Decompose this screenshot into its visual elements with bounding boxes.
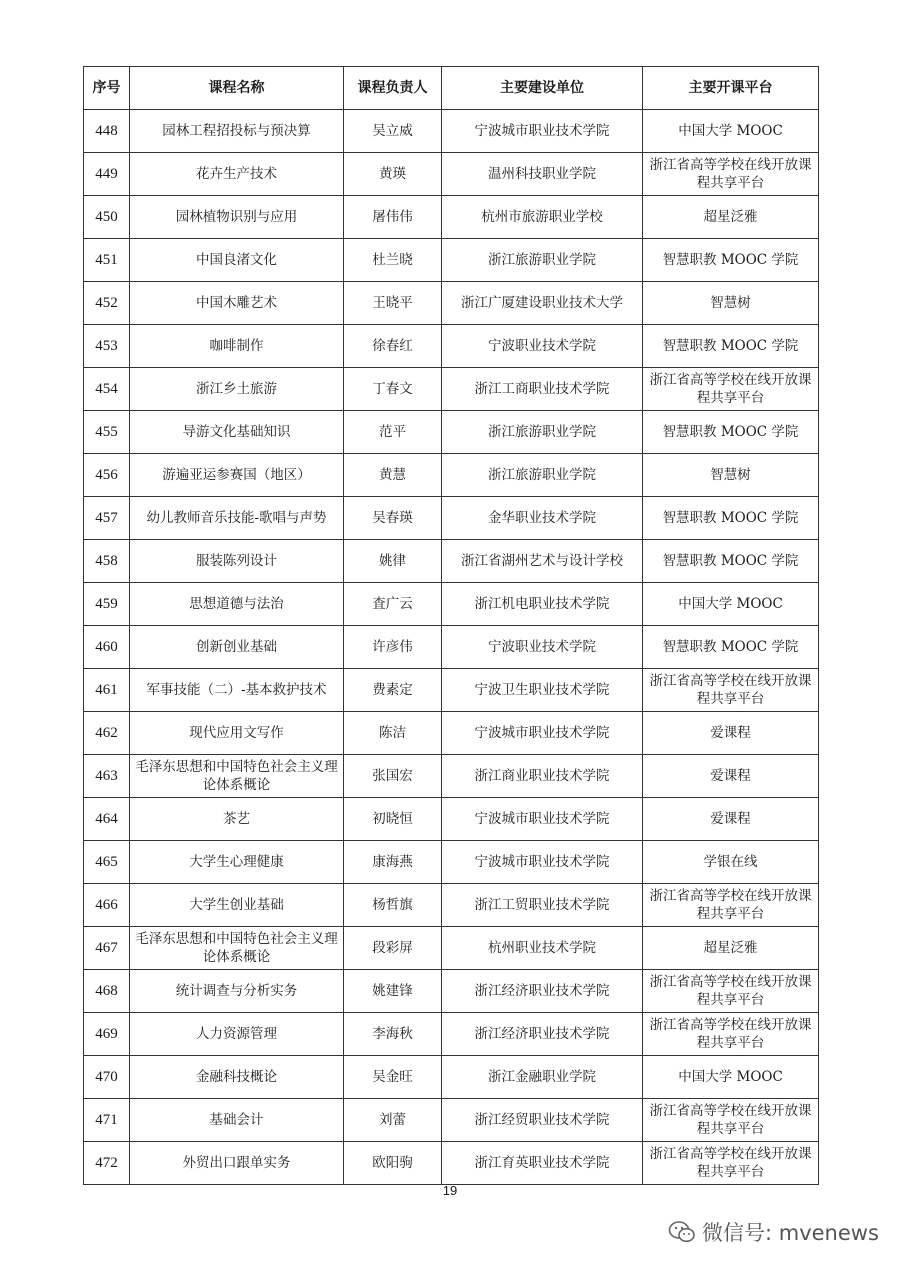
cell-institution: 浙江省湖州艺术与设计学校: [442, 540, 643, 583]
cell-index: 457: [84, 497, 130, 540]
cell-index: 468: [84, 970, 130, 1013]
cell-index: 459: [84, 583, 130, 626]
cell-index: 471: [84, 1099, 130, 1142]
cell-institution: 宁波城市职业技术学院: [442, 841, 643, 884]
cell-course-name: 导游文化基础知识: [130, 411, 344, 454]
cell-course-lead: 范平: [344, 411, 442, 454]
cell-course-name: 基础会计: [130, 1099, 344, 1142]
cell-institution: 宁波城市职业技术学院: [442, 798, 643, 841]
cell-platform: 爱课程: [643, 712, 819, 755]
table-row: [84, 970, 819, 1013]
cell-course-name: 创新创业基础: [130, 626, 344, 669]
cell-index: 461: [84, 669, 130, 712]
cell-platform: 爱课程: [643, 798, 819, 841]
table-row: [84, 239, 819, 282]
table-row: [84, 368, 819, 411]
cell-platform: 爱课程: [643, 755, 819, 798]
cell-platform: 浙江省高等学校在线开放课程共享平台: [643, 1142, 819, 1185]
cell-institution: 浙江旅游职业学院: [442, 454, 643, 497]
cell-institution: 宁波职业技术学院: [442, 626, 643, 669]
cell-platform: 浙江省高等学校在线开放课程共享平台: [643, 970, 819, 1013]
cell-course-name: 园林工程招投标与预决算: [130, 110, 344, 153]
cell-course-lead: 吴春瑛: [344, 497, 442, 540]
cell-platform: 浙江省高等学校在线开放课程共享平台: [643, 669, 819, 712]
course-table: [83, 66, 819, 1185]
cell-course-lead: 丁春文: [344, 368, 442, 411]
cell-course-lead: 段彩屏: [344, 927, 442, 970]
cell-course-lead: 初晓恒: [344, 798, 442, 841]
cell-index: 449: [84, 153, 130, 196]
cell-course-name: 游遍亚运参赛国（地区）: [130, 454, 344, 497]
cell-course-lead: 姚建锋: [344, 970, 442, 1013]
cell-institution: 杭州市旅游职业学校: [442, 196, 643, 239]
cell-course-name: 中国木雕艺术: [130, 282, 344, 325]
cell-course-lead: 黄慧: [344, 454, 442, 497]
cell-course-name: 中国良渚文化: [130, 239, 344, 282]
cell-course-lead: 査广云: [344, 583, 442, 626]
cell-index: 455: [84, 411, 130, 454]
cell-course-lead: 康海燕: [344, 841, 442, 884]
table-row: [84, 196, 819, 239]
cell-course-name: 金融科技概论: [130, 1056, 344, 1099]
cell-index: 462: [84, 712, 130, 755]
cell-course-lead: 杜兰晓: [344, 239, 442, 282]
table-row: [84, 798, 819, 841]
cell-institution: 宁波城市职业技术学院: [442, 110, 643, 153]
cell-platform: 智慧树: [643, 282, 819, 325]
cell-index: 450: [84, 196, 130, 239]
cell-course-lead: 黄瑛: [344, 153, 442, 196]
cell-institution: 浙江机电职业技术学院: [442, 583, 643, 626]
wechat-icon: [668, 1220, 696, 1244]
cell-index: 453: [84, 325, 130, 368]
cell-course-lead: 刘蕾: [344, 1099, 442, 1142]
table-row: [84, 540, 819, 583]
cell-index: 470: [84, 1056, 130, 1099]
cell-course-name: 花卉生产技术: [130, 153, 344, 196]
table-row: [84, 1099, 819, 1142]
cell-institution: 宁波城市职业技术学院: [442, 712, 643, 755]
cell-institution: 金华职业技术学院: [442, 497, 643, 540]
cell-platform: 超星泛雅: [643, 196, 819, 239]
cell-course-lead: 徐春红: [344, 325, 442, 368]
cell-course-lead: 姚律: [344, 540, 442, 583]
header-platform: 主要开课平台: [643, 67, 819, 110]
watermark-text: 微信号: mvenews: [702, 1221, 879, 1245]
cell-index: 469: [84, 1013, 130, 1056]
cell-course-lead: 张国宏: [344, 755, 442, 798]
cell-platform: 智慧职教 MOOC 学院: [643, 411, 819, 454]
table-row: [84, 110, 819, 153]
cell-index: 472: [84, 1142, 130, 1185]
cell-index: 454: [84, 368, 130, 411]
cell-institution: 浙江工商职业技术学院: [442, 368, 643, 411]
cell-institution: 浙江商业职业技术学院: [442, 755, 643, 798]
cell-institution: 浙江经济职业技术学院: [442, 970, 643, 1013]
cell-course-name: 茶艺: [130, 798, 344, 841]
cell-course-lead: 吴金旺: [344, 1056, 442, 1099]
table-row: [84, 927, 819, 970]
cell-course-lead: 王晓平: [344, 282, 442, 325]
cell-course-name: 军事技能（二）-基本救护技术: [130, 669, 344, 712]
cell-index: 467: [84, 927, 130, 970]
cell-course-lead: 许彦伟: [344, 626, 442, 669]
table-row: [84, 669, 819, 712]
cell-course-name: 外贸出口跟单实务: [130, 1142, 344, 1185]
table-row: [84, 282, 819, 325]
cell-institution: 浙江育英职业技术学院: [442, 1142, 643, 1185]
header-course-lead: 课程负责人: [344, 67, 442, 110]
table-body: [84, 110, 819, 1185]
cell-index: 458: [84, 540, 130, 583]
table-row: [84, 153, 819, 196]
cell-institution: 浙江旅游职业学院: [442, 411, 643, 454]
cell-platform: 中国大学 MOOC: [643, 110, 819, 153]
cell-platform: 智慧职教 MOOC 学院: [643, 325, 819, 368]
table-row: [84, 1056, 819, 1099]
cell-institution: 宁波职业技术学院: [442, 325, 643, 368]
cell-course-name: 现代应用文写作: [130, 712, 344, 755]
cell-course-name: 服装陈列设计: [130, 540, 344, 583]
header-course-name: 课程名称: [130, 67, 344, 110]
cell-platform: 浙江省高等学校在线开放课程共享平台: [643, 1013, 819, 1056]
cell-institution: 浙江工贸职业技术学院: [442, 884, 643, 927]
cell-platform: 浙江省高等学校在线开放课程共享平台: [643, 1099, 819, 1142]
cell-index: 465: [84, 841, 130, 884]
cell-course-name: 大学生心理健康: [130, 841, 344, 884]
cell-course-name: 毛泽东思想和中国特色社会主义理论体系概论: [130, 755, 344, 798]
table-row: [84, 1142, 819, 1185]
cell-course-name: 咖啡制作: [130, 325, 344, 368]
table-row: [84, 841, 819, 884]
table-row: [84, 755, 819, 798]
cell-platform: 超星泛雅: [643, 927, 819, 970]
cell-platform: 浙江省高等学校在线开放课程共享平台: [643, 884, 819, 927]
cell-index: 463: [84, 755, 130, 798]
cell-platform: 浙江省高等学校在线开放课程共享平台: [643, 368, 819, 411]
cell-platform: 智慧树: [643, 454, 819, 497]
cell-course-name: 毛泽东思想和中国特色社会主义理论体系概论: [130, 927, 344, 970]
cell-institution: 浙江旅游职业学院: [442, 239, 643, 282]
cell-platform: 中国大学 MOOC: [643, 1056, 819, 1099]
cell-course-lead: 杨哲旗: [344, 884, 442, 927]
header-index: 序号: [84, 67, 130, 110]
cell-institution: 浙江金融职业学院: [442, 1056, 643, 1099]
cell-course-name: 大学生创业基础: [130, 884, 344, 927]
cell-platform: 智慧职教 MOOC 学院: [643, 497, 819, 540]
cell-platform: 浙江省高等学校在线开放课程共享平台: [643, 153, 819, 196]
cell-course-name: 园林植物识别与应用: [130, 196, 344, 239]
page-number: 19: [442, 1183, 458, 1198]
cell-course-lead: 陈洁: [344, 712, 442, 755]
cell-course-lead: 李海秋: [344, 1013, 442, 1056]
table-row: [84, 626, 819, 669]
cell-institution: 浙江经贸职业技术学院: [442, 1099, 643, 1142]
cell-platform: 智慧职教 MOOC 学院: [643, 540, 819, 583]
cell-index: 460: [84, 626, 130, 669]
header-institution: 主要建设单位: [442, 67, 643, 110]
cell-index: 451: [84, 239, 130, 282]
cell-index: 464: [84, 798, 130, 841]
cell-index: 456: [84, 454, 130, 497]
table-row: [84, 583, 819, 626]
cell-course-lead: 费素定: [344, 669, 442, 712]
cell-platform: 智慧职教 MOOC 学院: [643, 239, 819, 282]
watermark: [668, 1217, 879, 1247]
cell-course-lead: 屠伟伟: [344, 196, 442, 239]
cell-platform: 中国大学 MOOC: [643, 583, 819, 626]
table-row: [84, 325, 819, 368]
cell-course-name: 浙江乡土旅游: [130, 368, 344, 411]
cell-platform: 学银在线: [643, 841, 819, 884]
table-row: [84, 712, 819, 755]
cell-institution: 温州科技职业学院: [442, 153, 643, 196]
table-header-row: [84, 67, 819, 110]
cell-index: 466: [84, 884, 130, 927]
table-row: [84, 454, 819, 497]
cell-index: 448: [84, 110, 130, 153]
cell-course-name: 统计调查与分析实务: [130, 970, 344, 1013]
cell-platform: 智慧职教 MOOC 学院: [643, 626, 819, 669]
cell-index: 452: [84, 282, 130, 325]
table-row: [84, 411, 819, 454]
cell-institution: 浙江广厦建设职业技术大学: [442, 282, 643, 325]
cell-institution: 浙江经济职业技术学院: [442, 1013, 643, 1056]
table-row: [84, 497, 819, 540]
cell-institution: 杭州职业技术学院: [442, 927, 643, 970]
cell-institution: 宁波卫生职业技术学院: [442, 669, 643, 712]
cell-course-name: 思想道德与法治: [130, 583, 344, 626]
cell-course-lead: 吴立威: [344, 110, 442, 153]
cell-course-name: 人力资源管理: [130, 1013, 344, 1056]
cell-course-name: 幼儿教师音乐技能-歌唱与声势: [130, 497, 344, 540]
table-row: [84, 884, 819, 927]
table-row: [84, 1013, 819, 1056]
cell-course-lead: 欧阳驹: [344, 1142, 442, 1185]
